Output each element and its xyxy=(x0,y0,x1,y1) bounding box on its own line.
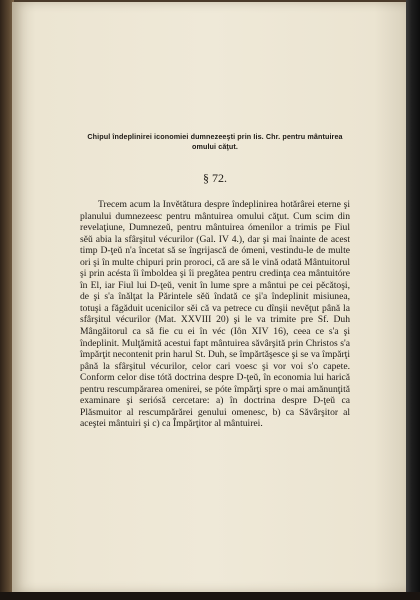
body-paragraph: Trecem acum la Invĕtătura despre îndeplinirea hotărârei eterne şi planului dumnezeesc pentru mântuirea omului căţut. Cum scim din revelaţiune, Dumnezeŭ, pentru mântuirea ómenilor a trimis pe Fiul sĕŭ abia la sfârşitul vécurilor (Gal. IV 4.), dar şi mai înainte de acest timp D-ţeŭ n'a încetat să se îngrijască de ómeni, vestindu-le de multe ori şi în multe chipuri prin proroci, că are să le vină odată Mântuitorul şi prin acésta îi îmboldea şi îi pregătea pentru credinţa cea mântuitóre în El, iar Fiul lui D-ţeŭ, venit în lume spre a mântui pe cei pĕcătoşi, de şi s'a înălţat la Părintele sĕŭ îndată ce şi'a îndeplinit misiunea, totuşi a făgăduit ucenicilor sĕi că va petrece cu dînşii nevĕţut până la sfârşitul vécurilor (Mat. XXVIII 20) şi le va trimite pre Sf. Duh Mângăitorul ca să fie cu ei în véc (Iôn XIV 16), ceea ce s'a şi îndeplinit. Mulţămită acestui fapt mântuirea săvârşită prin Christos s'a împărţit necontenit prin harul St. Duh, se împărtăşesce şi se va împărţi până la sfârşitul vécurilor, celor cari voesc şi vor voi s'o capete. Conform celor dise tótă doctrina despre D-ţeŭ, în economia lui harică pentru rescumpărarea omenirei, se póte împărţi spre o mai amănunţită examinare şi seriósă cercetare: a) în doctrina despre D-ţeŭ ca Plăsmuitor al rescumpărărei genului omenesc, b) ca Săvârşitor al aceştei mântuiri şi c) ca Împărţitor al mântuirei. xyxy=(80,199,350,430)
section-number: § 72. xyxy=(203,171,227,185)
book-cover-right xyxy=(406,0,420,600)
book-cover-bottom xyxy=(0,592,420,600)
page-content xyxy=(80,132,350,430)
chapter-title: Chipul îndeplinirei iconomiei dumnezeeşti prin Iis. Chr. pentru mântuirea omului căţut. xyxy=(87,132,343,151)
book-page xyxy=(12,2,406,592)
